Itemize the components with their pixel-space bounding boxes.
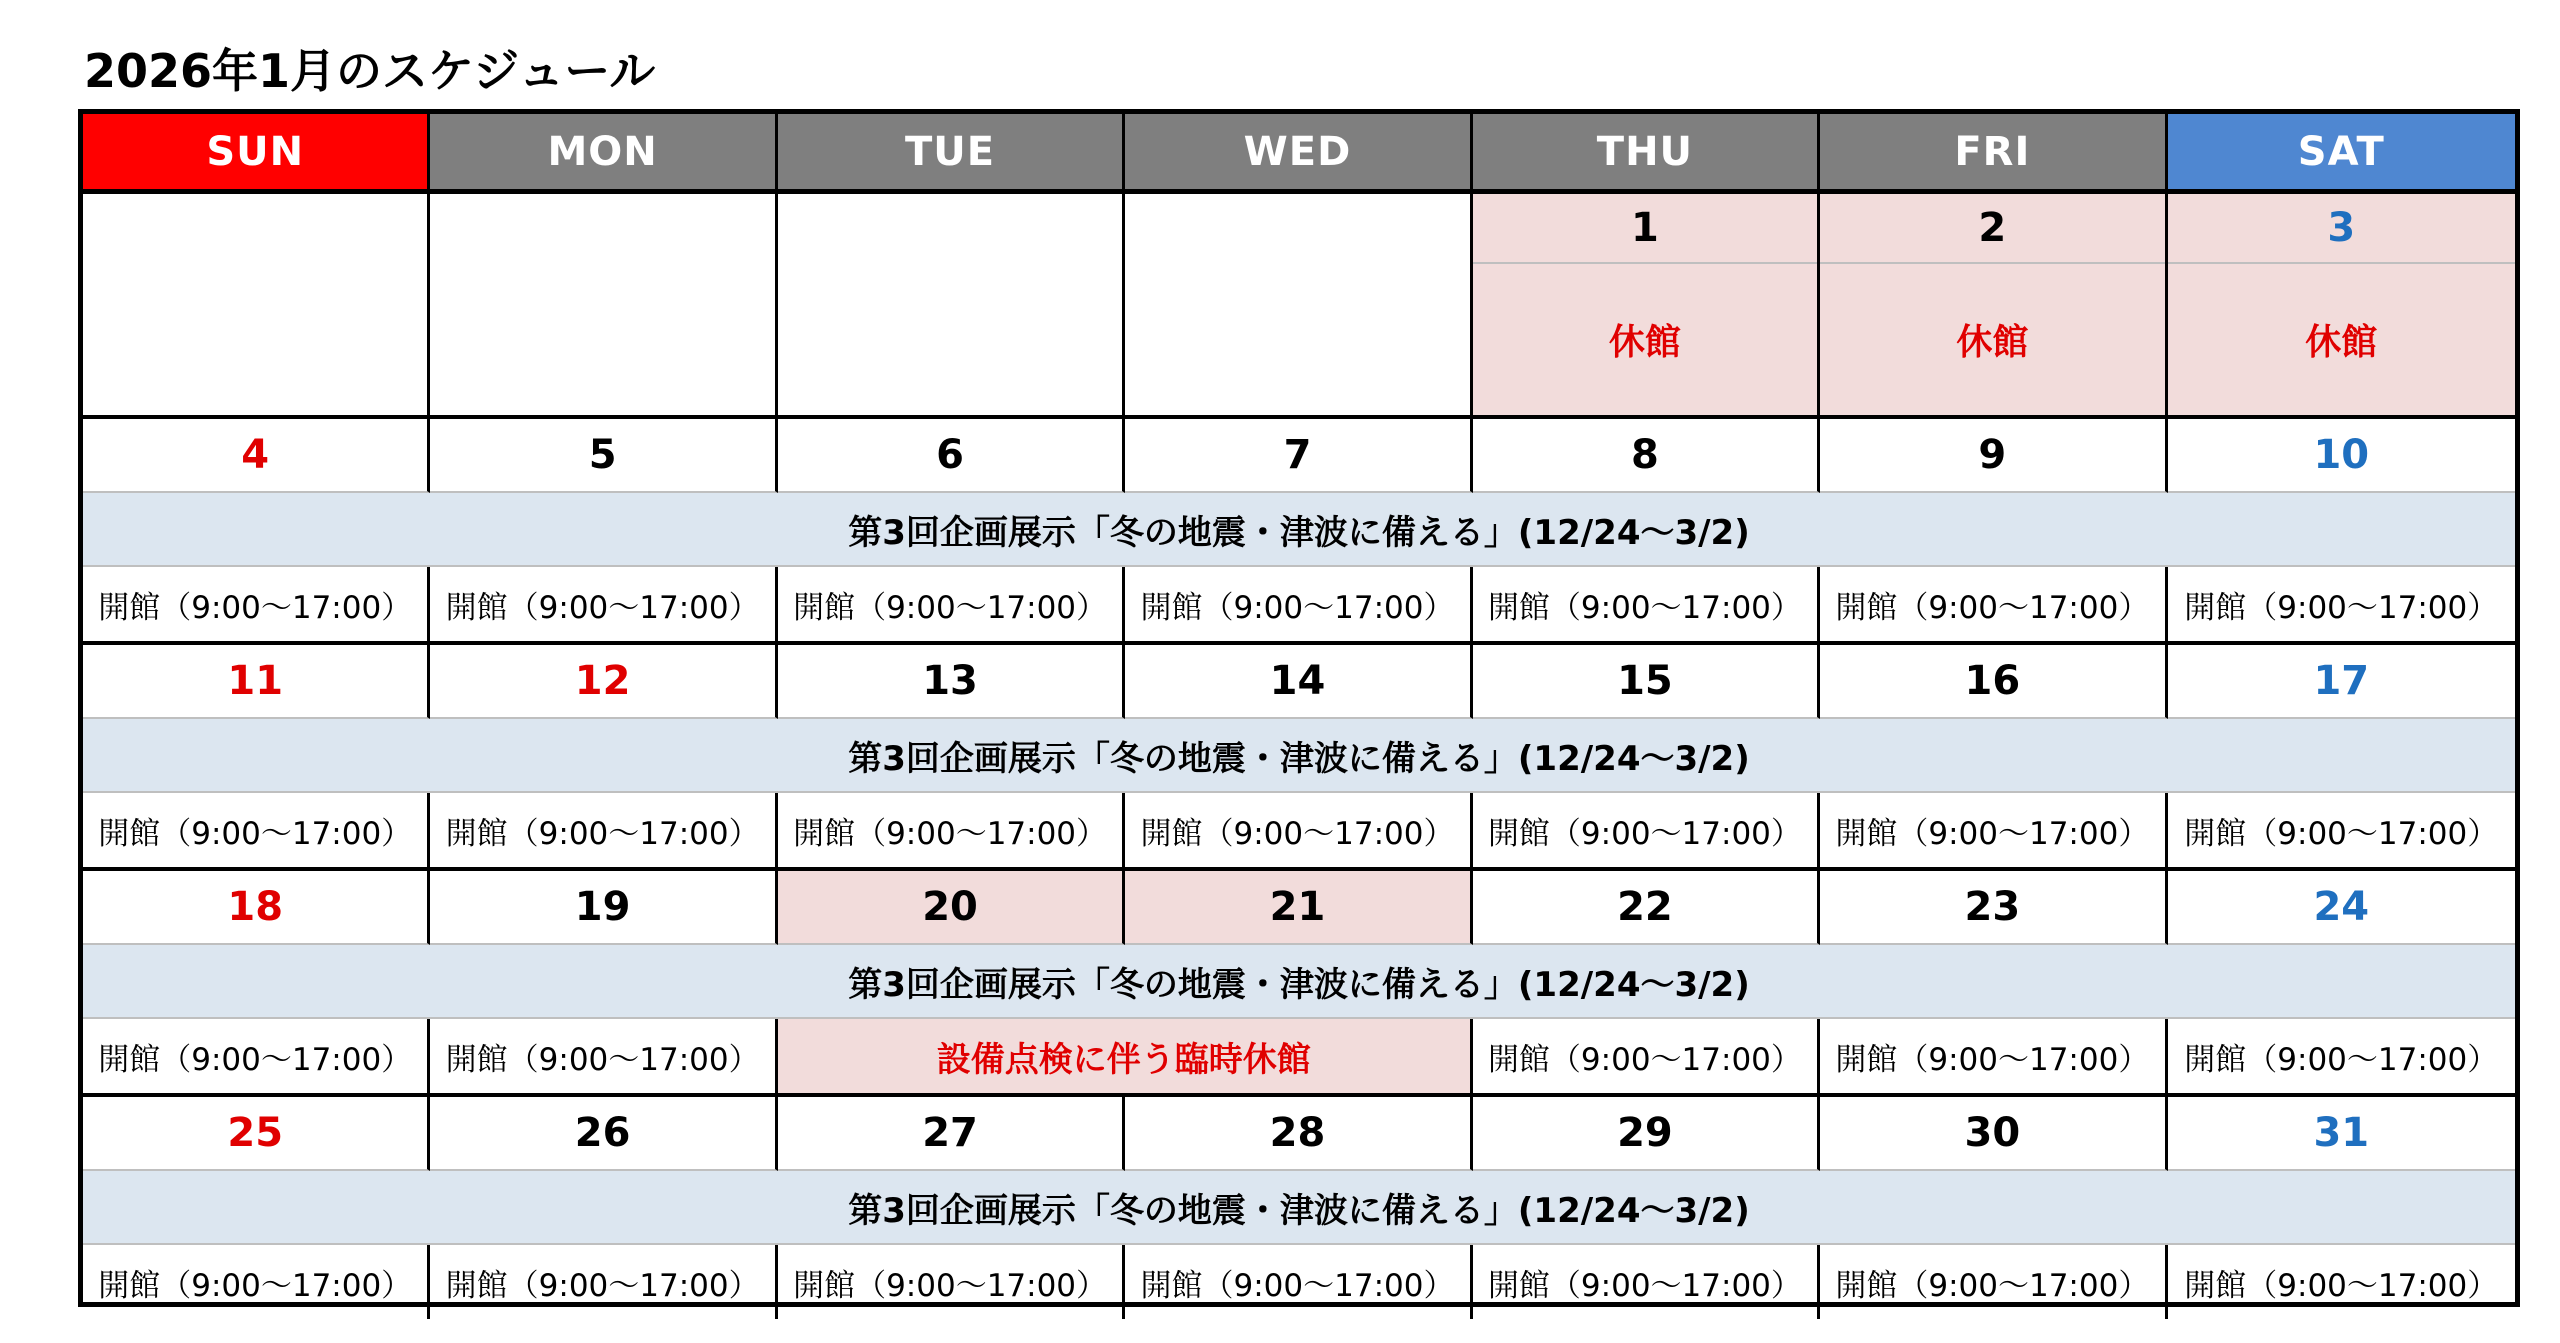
opening-hours: 開館（9:00～17:00） (1473, 567, 1820, 641)
opening-hours: 開館（9:00～17:00） (1820, 793, 2167, 867)
day-cell-1 (1473, 194, 1820, 415)
day-number: 22 (1473, 871, 1820, 945)
day-number: 13 (778, 645, 1125, 719)
day-number: 19 (430, 871, 777, 945)
header-mon: MON (430, 114, 777, 189)
temporary-closure-notice: 設備点検に伴う臨時休館 (778, 1019, 1473, 1093)
opening-hours: 開館（9:00～17:00） (2184, 1041, 2499, 1078)
opening-hours: 開館（9:00～17:00） (1125, 793, 1472, 867)
opening-hours: 開館（9:00～17:00） (1473, 1019, 1820, 1093)
day-number: 10 (2168, 419, 2515, 493)
hours-row (83, 1245, 2515, 1319)
day-number: 16 (1820, 645, 2167, 719)
header-sat: SAT (2168, 114, 2515, 189)
day-number: 30 (1820, 1097, 2167, 1171)
day-number: 9 (1820, 419, 2167, 493)
day-number: 28 (1125, 1097, 1472, 1171)
day-number: 3 (2168, 194, 2515, 264)
opening-hours: 開館（9:00～17:00） (430, 793, 777, 867)
day-number: 25 (83, 1097, 430, 1171)
opening-hours: 開館（9:00～17:00） (1473, 1245, 1820, 1319)
day-number (83, 194, 427, 264)
opening-hours: 開館（9:00～17:00） (83, 1245, 430, 1319)
day-number: 2 (1820, 194, 2164, 264)
day-number: 15 (1473, 645, 1820, 719)
opening-hours: 開館（9:00～17:00） (2184, 589, 2499, 626)
day-cell-3 (2168, 194, 2515, 415)
day-number-row (83, 871, 2515, 945)
day-number: 4 (83, 419, 430, 493)
hours-row (83, 1019, 2515, 1093)
hours-row (83, 793, 2515, 867)
opening-hours: 開館（9:00～17:00） (2184, 1267, 2499, 1304)
opening-hours: 開館（9:00～17:00） (1125, 1245, 1472, 1319)
week-4 (83, 871, 2515, 1097)
day-number-row (83, 645, 2515, 719)
opening-hours: 開館（9:00～17:00） (1820, 1019, 2167, 1093)
day-number: 8 (1473, 419, 1820, 493)
day-cell-2 (1820, 194, 2167, 415)
week-5 (83, 1097, 2515, 1319)
day-number: 31 (2168, 1097, 2515, 1171)
week-3 (83, 645, 2515, 871)
opening-hours: 開館（9:00～17:00） (430, 567, 777, 641)
opening-hours: 開館（9:00～17:00） (778, 793, 1125, 867)
exhibition-banner: 第3回企画展示「冬の地震・津波に備える」(12/24～3/2) (83, 493, 2515, 567)
opening-hours: 開館（9:00～17:00） (778, 1245, 1125, 1319)
day-cell-empty (430, 194, 777, 415)
header-fri: FRI (1820, 114, 2167, 189)
page-title: 2026年1月のスケジュール (84, 44, 656, 98)
day-cell-empty (83, 194, 430, 415)
header-thu: THU (1473, 114, 1820, 189)
day-number (778, 194, 1122, 264)
header-sun: SUN (83, 114, 430, 189)
day-number: 29 (1473, 1097, 1820, 1171)
day-number: 17 (2168, 645, 2515, 719)
opening-hours: 開館（9:00～17:00） (778, 567, 1125, 641)
opening-hours: 開館（9:00～17:00） (83, 567, 430, 641)
opening-hours: 開館（9:00～17:00） (1820, 567, 2167, 641)
opening-hours: 開館（9:00～17:00） (1820, 1245, 2167, 1319)
day-cell-empty (1125, 194, 1472, 415)
day-number-row (83, 1097, 2515, 1171)
opening-hours: 開館（9:00～17:00） (2184, 815, 2499, 852)
day-number: 24 (2168, 871, 2515, 945)
weekday-header (83, 114, 2515, 194)
day-number: 14 (1125, 645, 1472, 719)
day-number (1125, 194, 1469, 264)
exhibition-banner: 第3回企画展示「冬の地震・津波に備える」(12/24～3/2) (83, 1171, 2515, 1245)
day-cell-empty (778, 194, 1125, 415)
opening-hours: 開館（9:00～17:00） (430, 1019, 777, 1093)
exhibition-banner: 第3回企画展示「冬の地震・津波に備える」(12/24～3/2) (83, 945, 2515, 1019)
day-number: 12 (430, 645, 777, 719)
day-number: 21 (1125, 871, 1472, 945)
day-number: 18 (83, 871, 430, 945)
exhibition-banner: 第3回企画展示「冬の地震・津波に備える」(12/24～3/2) (83, 719, 2515, 793)
day-number: 23 (1820, 871, 2167, 945)
closed-status: 休館 (1608, 322, 1681, 363)
day-number: 11 (83, 645, 430, 719)
day-number: 1 (1473, 194, 1817, 264)
opening-hours: 開館（9:00～17:00） (83, 1019, 430, 1093)
hours-row (83, 567, 2515, 641)
week-2 (83, 419, 2515, 645)
day-number: 27 (778, 1097, 1125, 1171)
day-number-row (83, 419, 2515, 493)
day-number: 5 (430, 419, 777, 493)
day-number: 7 (1125, 419, 1472, 493)
header-wed: WED (1125, 114, 1472, 189)
day-number: 26 (430, 1097, 777, 1171)
closed-status: 休館 (1956, 322, 2029, 363)
header-tue: TUE (778, 114, 1125, 189)
opening-hours: 開館（9:00～17:00） (1473, 793, 1820, 867)
opening-hours: 開館（9:00～17:00） (83, 793, 430, 867)
day-number: 6 (778, 419, 1125, 493)
day-number: 20 (778, 871, 1125, 945)
calendar (78, 109, 2520, 1307)
day-number (430, 194, 774, 264)
closed-status: 休館 (2305, 322, 2378, 363)
opening-hours: 開館（9:00～17:00） (1125, 567, 1472, 641)
week-1 (83, 194, 2515, 419)
opening-hours: 開館（9:00～17:00） (430, 1245, 777, 1319)
